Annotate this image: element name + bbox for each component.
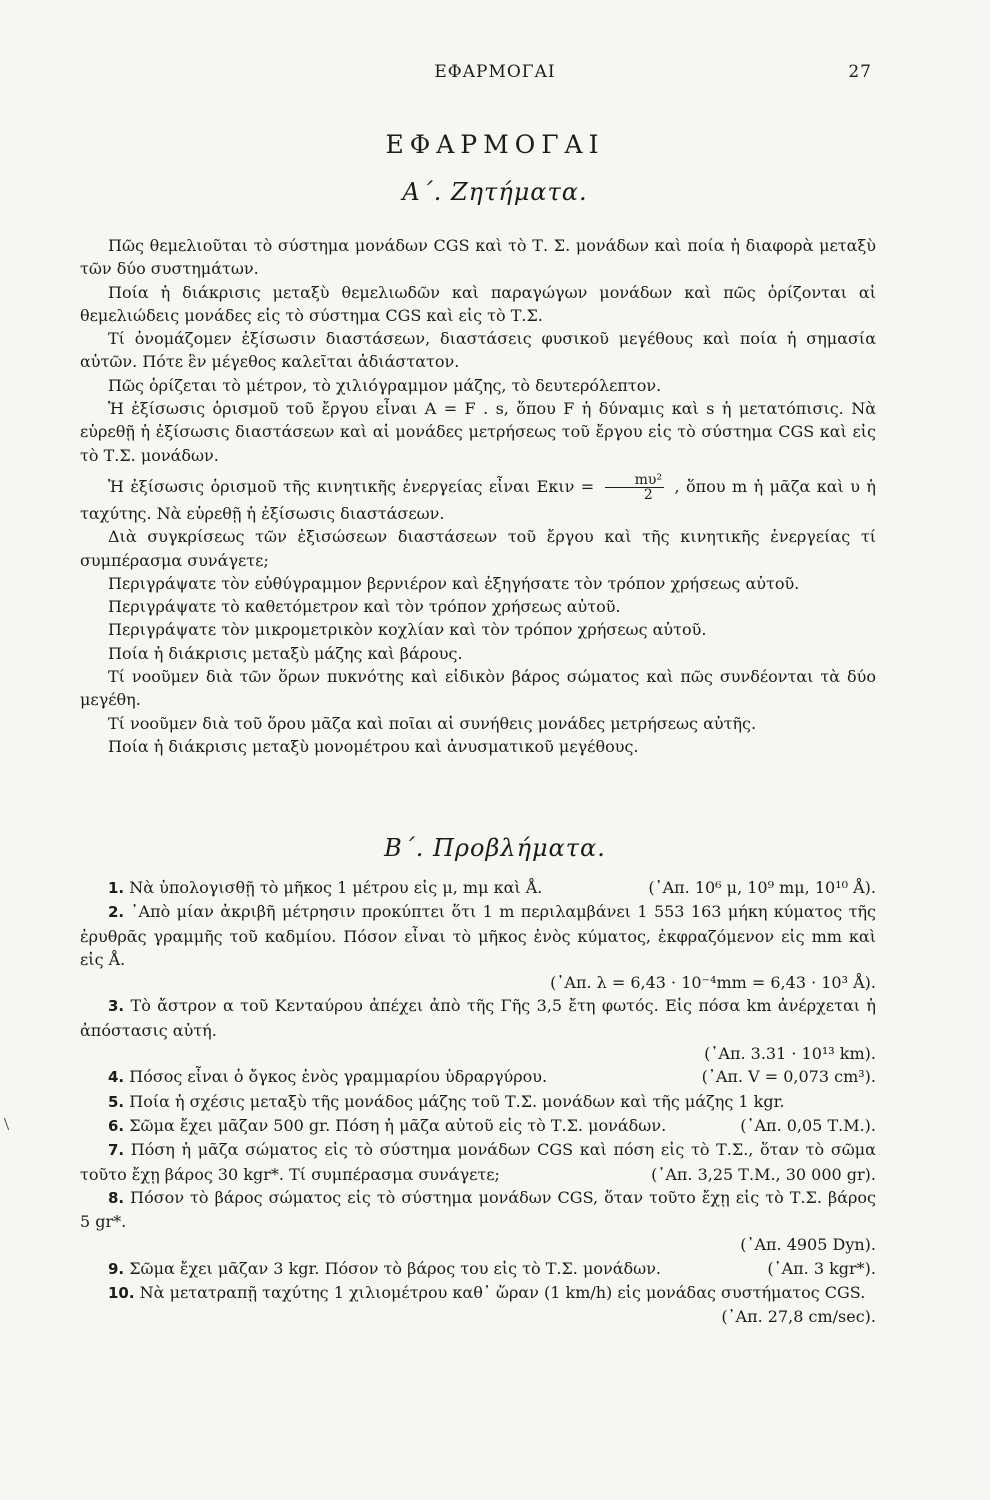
problem-item xyxy=(80,1257,876,1281)
problem-number: 4. xyxy=(108,1068,125,1087)
section-a-title: Α΄. Ζητήματα. xyxy=(402,178,588,206)
running-head-title: ΕΦΑΡΜΟΓΑΙ xyxy=(434,62,556,82)
kinetic-energy-fraction xyxy=(605,473,664,502)
running-head xyxy=(0,62,990,86)
problem-item xyxy=(80,876,876,900)
question: Τί νοοῦμεν διὰ τοῦ ὅρου μᾶζα καὶ ποῖαι αἱ συνήθεις μονάδες μετρήσεως αὐτῆς. xyxy=(108,713,757,733)
problem-item xyxy=(80,900,876,994)
problem-answer: (᾿Απ. 3 kgr*). xyxy=(767,1258,876,1278)
problem-number: 2. xyxy=(108,903,125,922)
question: Περιγράψατε τὸν μικρομετρικὸν κοχλίαν καὶ τὸν τρόπον χρήσεως αὐτοῦ. xyxy=(108,620,707,640)
problems-list xyxy=(80,876,876,1329)
question: Πῶς ὁρίζεται τὸ μέτρον, τὸ χιλιόγραμμον μάζης, τὸ δευτερόλεπτον. xyxy=(108,375,662,395)
energy-question xyxy=(80,473,876,525)
question: Περιγράψατε τὸ καθετόμετρον καὶ τὸν τρόπον χρήσεως αὐτοῦ. xyxy=(108,597,621,617)
question: Ποία ἡ διάκρισις μεταξὺ μονομέτρου καὶ ἀνυσματικοῦ μεγέθους. xyxy=(108,736,639,756)
problem-text: Σῶμα ἔχει μᾶζαν 3 kgr. Πόσον τὸ βάρος του εἰς τὸ Τ.Σ. μονάδων. xyxy=(129,1258,662,1278)
problem-number: 9. xyxy=(108,1259,125,1278)
problem-number: 3. xyxy=(108,997,125,1016)
energy-question-after: , ὅπου m ἡ μᾶζα καὶ υ ἡ ταχύτης. Νὰ εὑρεθῇ ἡ ἐξίσωσις διαστάσεων. xyxy=(80,476,877,523)
problem-item xyxy=(80,1114,876,1138)
problem-number: 5. xyxy=(108,1092,125,1111)
problem-answer: (᾿Απ. 10⁶ μ, 10⁹ mμ, 10¹⁰ Å). xyxy=(648,878,876,897)
problem-answer: (᾿Απ. V = 0,073 cm³). xyxy=(701,1067,876,1087)
problem-answer: (᾿Απ. 3,25 Τ.Μ., 30 000 gr). xyxy=(651,1164,876,1184)
problem-text: Νὰ ὑπολογισθῇ τὸ μῆκος 1 μέτρου εἰς μ, mμ καὶ Å. xyxy=(129,878,543,897)
problem-text: ᾿Απὸ μίαν ἀκριβῆ μέτρησιν προκύπτει ὅτι 1 m περιλαμβάνει 1 553 163 μήκη κύματος τῆς ἐρυθρᾶς γραμμῆς τοῦ καδμίου. Πόσον εἶναι τὸ μῆκος ἑνὸς κύματος, ἐκφραζόμενον εἰς mm καὶ εἰς Å. xyxy=(80,902,876,969)
problem-item xyxy=(80,1186,876,1257)
problem-item xyxy=(80,1138,876,1186)
problem-answer: (᾿Απ. 27,8 cm/sec). xyxy=(721,1307,876,1327)
problem-item xyxy=(80,1090,876,1114)
problem-number: 7. xyxy=(108,1141,125,1160)
problem-answer: (᾿Απ. 0,05 Τ.Μ.). xyxy=(740,1115,876,1135)
question: Ποία ἡ διάκρισις μεταξὺ μάζης καὶ βάρους. xyxy=(108,643,463,663)
problem-text: Πόσον τὸ βάρος σώματος εἰς τὸ σύστημα μονάδων CGS, ὅταν τοῦτο ἔχῃ εἰς τὸ Τ.Σ. βάρος 5 gr*. xyxy=(80,1187,877,1232)
problem-text: Πόση ἡ μᾶζα σώματος εἰς τὸ σύστημα μονάδων CGS καὶ πόση εἰς τὸ Τ.Σ., ὅταν τὸ σῶμα τοῦτο ἔχῃ βάρος 30 kgr*. Τί συμπέρασμα συνάγετε; xyxy=(80,1140,876,1184)
problem-text: Νὰ μετατραπῇ ταχύτης 1 χιλιομέτρου καθ᾿ ὥραν (1 km/h) εἰς μονάδας συστήματος CGS. xyxy=(139,1283,866,1303)
page-number: 27 xyxy=(848,62,872,82)
fraction-numerator: mυ² xyxy=(605,473,664,488)
problem-number: 8. xyxy=(108,1188,125,1207)
question: Διὰ συγκρίσεως τῶν ἐξισώσεων διαστάσεων τοῦ ἔργου καὶ τῆς κινητικῆς ἐνεργείας τί συμπέρασμα συνάγετε; xyxy=(80,527,876,570)
problem-text: Τὸ ἄστρον α τοῦ Κενταύρου ἀπέχει ἀπὸ τῆς Γῆς 3,5 ἔτη φωτός. Εἰς πόσα km ἀνέρχεται ἡ ἀπόστασις αὐτή. xyxy=(80,996,876,1040)
question: Ἡ ἐξίσωσις ὁρισμοῦ τοῦ ἔργου εἶναι A = F . s, ὅπου F ἡ δύναμις καὶ s ἡ μετατόπισις. Νὰ εὑρεθῇ ἡ ἐξίσωσις διαστάσεων καὶ αἱ μονάδες μετρήσεως τοῦ ἔργου εἰς τὸ σύστημα CGS καὶ εἰς τὸ Τ.Σ. μονάδων. xyxy=(80,399,876,465)
main-title: ΕΦΑΡΜΟΓΑΙ xyxy=(385,130,605,159)
question: Περιγράψατε τὸν εὐθύγραμμον βερνιέρον καὶ ἐξηγήσατε τὸν τρόπον χρήσεως αὐτοῦ. xyxy=(108,573,800,593)
section-b-title: Β΄. Προβλήματα. xyxy=(384,834,606,862)
question: Πῶς θεμελιοῦται τὸ σύστημα μονάδων CGS καὶ τὸ Τ. Σ. μονάδων καὶ ποία ἡ διαφορὰ μεταξὺ τῶν δύο συστημάτων. xyxy=(80,236,876,279)
question: Τί ὀνομάζομεν ἐξίσωσιν διαστάσεων, διαστάσεις φυσικοῦ μεγέθους καὶ ποία ἡ σημασία αὐτῶν. Πότε ἓν μέγεθος καλεῖται ἀδιάστατον. xyxy=(80,329,876,372)
problem-number: 1. xyxy=(108,879,125,897)
energy-question-before: Ἡ ἐξίσωσις ὁρισμοῦ τῆς κινητικῆς ἐνεργείας εἶναι Eκιν = xyxy=(108,476,595,496)
problem-answer: (᾿Απ. λ = 6,43 · 10⁻⁴mm = 6,43 · 10³ Å). xyxy=(550,973,876,993)
margin-mark xyxy=(4,1118,19,1130)
problem-item xyxy=(80,994,876,1065)
problem-text: Ποία ἡ σχέσις μεταξὺ τῆς μονάδος μάζης τοῦ Τ.Σ. μονάδων καὶ τῆς μάζης 1 kgr. xyxy=(129,1091,785,1111)
problem-number: 10. xyxy=(108,1284,135,1303)
problem-text: Πόσος εἶναι ὁ ὄγκος ἑνὸς γραμμαρίου ὑδραργύρου. xyxy=(129,1067,548,1087)
fraction-denominator: 2 xyxy=(643,486,653,503)
question: Ποία ἡ διάκρισις μεταξὺ θεμελιωδῶν καὶ παραγώγων μονάδων καὶ πῶς ὁρίζονται αἱ θεμελιώδεις μονάδες εἰς τὸ σύστημα CGS καὶ εἰς τὸ Τ.Σ. xyxy=(80,282,876,325)
problem-answer: (᾿Απ. 3.31 · 10¹³ km). xyxy=(704,1044,876,1064)
problem-item xyxy=(80,1281,876,1329)
questions-list xyxy=(80,234,876,758)
problem-answer: (᾿Απ. 4905 Dyn). xyxy=(740,1235,876,1255)
problem-number: 6. xyxy=(108,1116,125,1135)
problem-text: Σῶμα ἔχει μᾶζαν 500 gr. Πόση ἡ μᾶζα αὐτοῦ εἰς τὸ Τ.Σ. μονάδων. xyxy=(129,1115,667,1135)
problem-item xyxy=(80,1065,876,1089)
question: Τί νοοῦμεν διὰ τῶν ὅρων πυκνότης καὶ εἰδικὸν βάρος σώματος καὶ πῶς συνδέονται τὰ δύο μεγέθη. xyxy=(80,667,876,710)
